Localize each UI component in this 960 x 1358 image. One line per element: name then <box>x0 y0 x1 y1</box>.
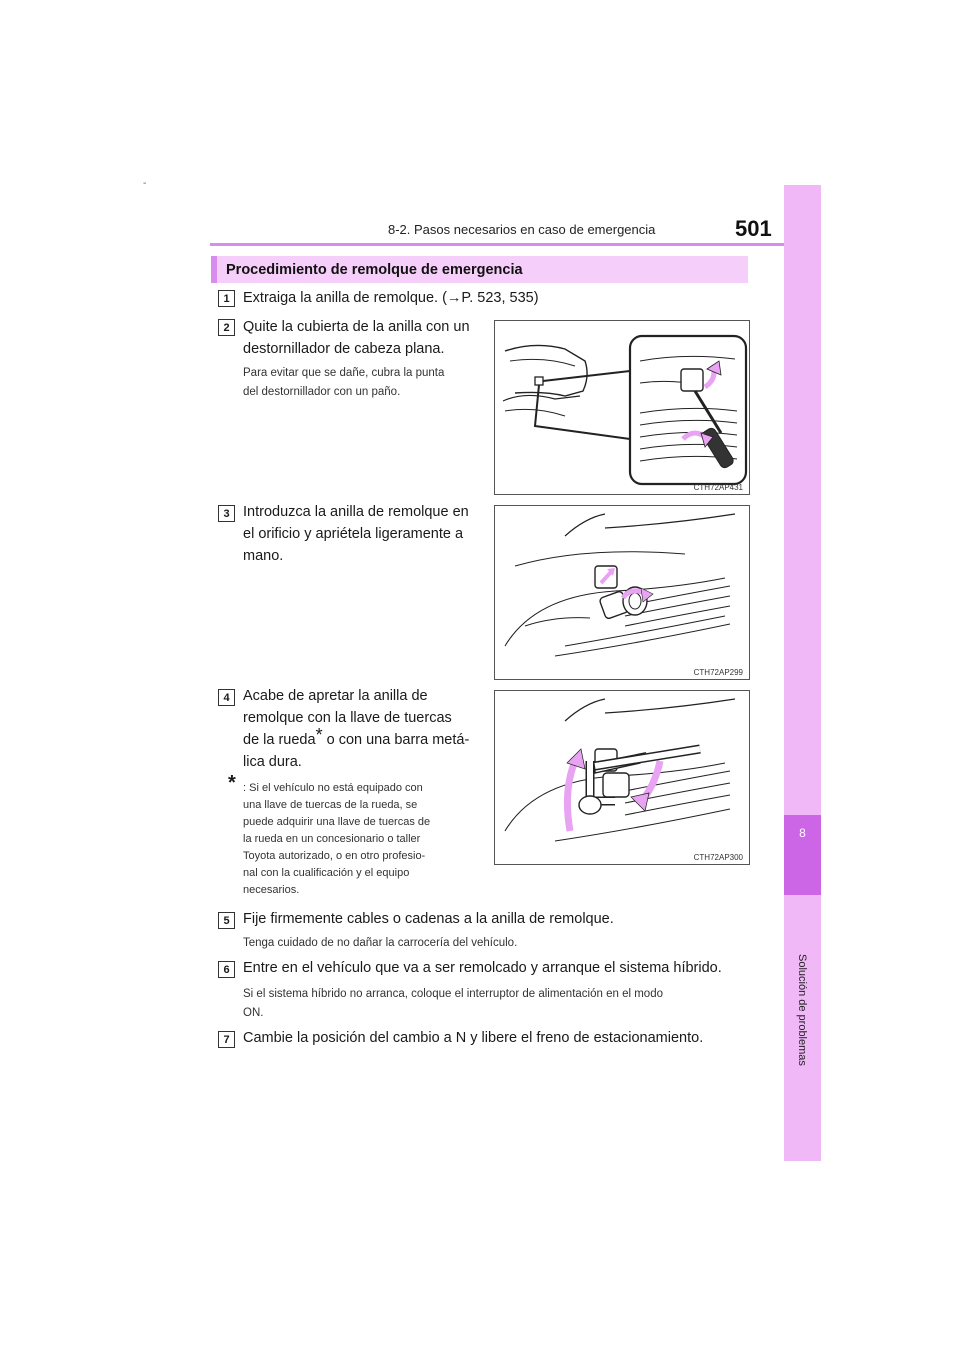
step-4-line-2: remolque con la llave de tuercas <box>243 710 452 726</box>
page-number: 501 <box>735 216 772 241</box>
step-number-3: 3 <box>218 505 235 522</box>
footnote-line-6: nal con la cualificación y el equipo <box>243 867 410 879</box>
step-6-note-line-1: Si el sistema híbrido no arranca, coloque el interruptor de alimentación en el modo <box>243 988 663 1000</box>
figure-tighten-ring <box>494 690 750 865</box>
step-number-6: 6 <box>218 961 235 978</box>
step-number-5: 5 <box>218 912 235 929</box>
header-dash: - <box>143 178 147 189</box>
step-number-7: 7 <box>218 1031 235 1048</box>
footnote-line-4: la rueda en un concesionario o taller <box>243 833 421 845</box>
figure-2-code: CTH72AP299 <box>693 668 743 677</box>
step-6-text: Entre en el vehículo que va a ser remolcado y arranque el sistema híbrido. <box>243 960 722 976</box>
section-heading: Procedimiento de remolque de emergencia <box>226 262 523 278</box>
footnote-line-2: una llave de tuercas de la rueda, se <box>243 799 418 811</box>
step-2-note-line-2: del destornillador con un paño. <box>243 386 401 398</box>
step-4-line-4: lica dura. <box>243 754 302 770</box>
step-5-note: Tenga cuidado de no dañar la carrocería del vehículo. <box>243 937 518 949</box>
step-4-line-1: Acabe de apretar la anilla de <box>243 688 428 704</box>
step-7-text: Cambie la posición del cambio a N y libere el freno de estacionamiento. <box>243 1030 704 1046</box>
step-3-line-1: Introduzca la anilla de remolque en <box>243 504 469 520</box>
step-1-text: Extraiga la anilla de remolque. (→P. 523, 535) <box>243 290 539 306</box>
step-5-text: Fije firmemente cables o cadenas a la anilla de remolque. <box>243 911 614 927</box>
step-number-1: 1 <box>218 290 235 307</box>
step-3-line-3: mano. <box>243 548 284 564</box>
footnote-line-5: Toyota autorizado, o en otro profesio- <box>243 850 426 862</box>
step-6-note-line-2: ON. <box>243 1007 264 1019</box>
step-number-2: 2 <box>218 319 235 336</box>
figure-3-code: CTH72AP300 <box>693 853 743 862</box>
chapter-number: 8 <box>799 826 806 840</box>
footnote-mark: * <box>228 772 236 794</box>
step-number-4: 4 <box>218 689 235 706</box>
step-3-line-2: el orificio y apriétela ligeramente a <box>243 526 464 542</box>
step-4-line-3: de la rueda* o con una barra metá- <box>243 725 470 748</box>
step-2-note-line-1: Para evitar que se dañe, cubra la punta <box>243 367 445 379</box>
footnote-line-1: : Si el vehículo no está equipado con <box>243 782 423 794</box>
section-title: 8-2. Pasos necesarios en caso de emergencia <box>388 222 656 237</box>
figure-remove-cover <box>494 320 750 495</box>
footnote-line-3: puede adquirir una llave de tuercas de <box>243 816 431 828</box>
step-2-line-2: destornillador de cabeza plana. <box>243 341 445 357</box>
step-2-line-1: Quite la cubierta de la anilla con un <box>243 319 470 335</box>
header-rule <box>210 243 821 246</box>
figure-1-code: CTH72AP431 <box>693 483 743 492</box>
chapter-title: Solución de problemas <box>796 954 808 1066</box>
figure-insert-ring <box>494 505 750 680</box>
footnote-line-7: necesarios. <box>243 884 300 896</box>
